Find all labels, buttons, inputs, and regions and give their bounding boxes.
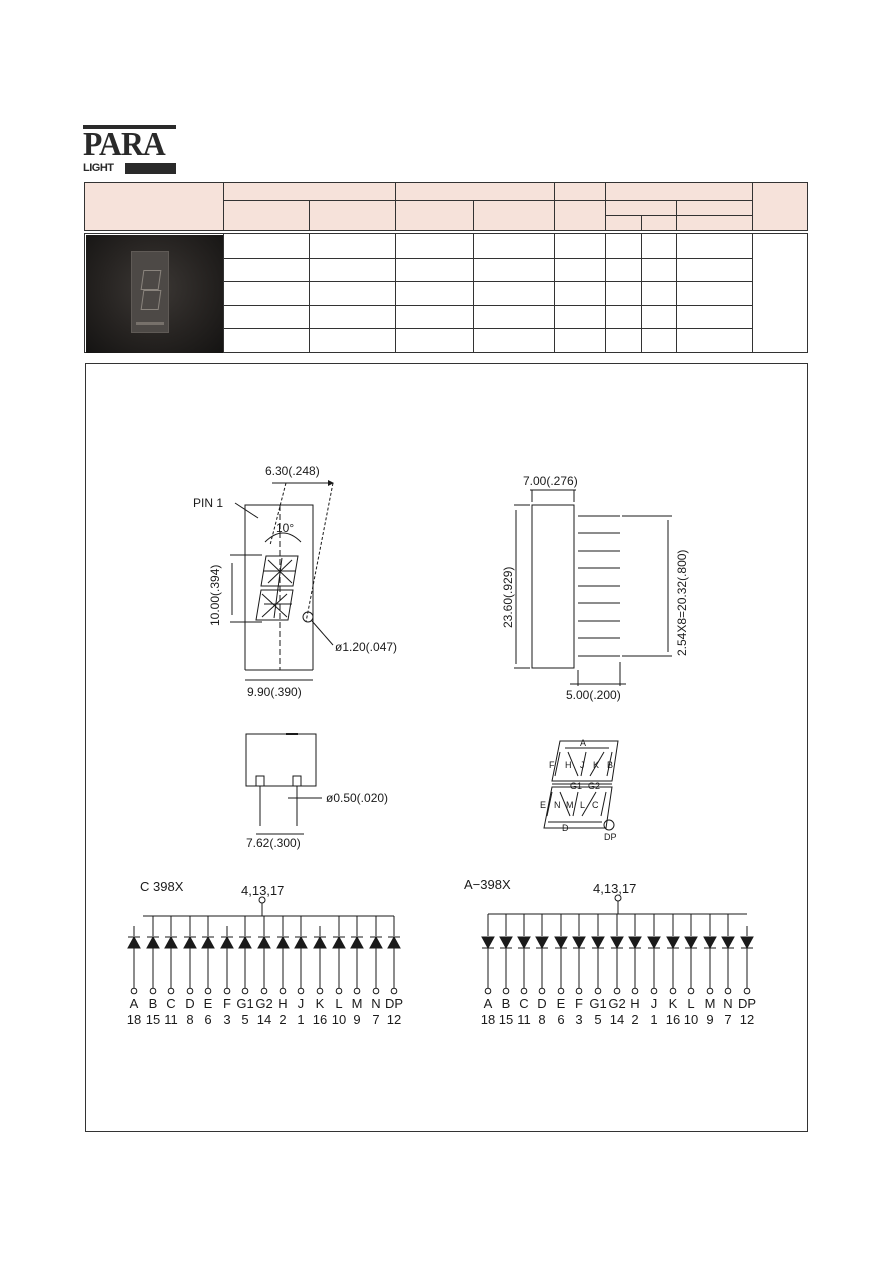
circuit_a-seg-label: F	[575, 996, 583, 1011]
circuit_c-seg-label: A	[129, 996, 139, 1011]
seg-b: B	[607, 760, 614, 770]
circuit_c-pin-label: 14	[256, 1012, 272, 1027]
angle-label: 10°	[276, 521, 295, 535]
circuit_c-pin-label: 18	[126, 1012, 142, 1027]
seg-l: L	[580, 800, 586, 810]
circuit_a-seg-label: G1	[589, 996, 607, 1011]
circuit_c-pin-label: 8	[186, 1012, 194, 1027]
circuit_a-seg-label: E	[556, 996, 566, 1011]
circuit_c-seg-label: E	[203, 996, 213, 1011]
dim-row-spacing: 7.62(.300)	[246, 836, 301, 850]
circuit_c-diode-f	[221, 937, 233, 994]
front-digit	[256, 556, 298, 620]
circuit_a-diode-e	[555, 937, 567, 994]
seg-k: K	[593, 760, 600, 770]
front-view	[230, 483, 333, 680]
circuit_a-seg-label: K	[668, 996, 678, 1011]
circuit_c-seg-label: M	[351, 996, 363, 1011]
circuit_c-seg-label: B	[148, 996, 158, 1011]
circuit-a-title: A−398X	[464, 877, 511, 892]
circuit_a-pin-label: 12	[739, 1012, 755, 1027]
circuit_a-seg-label: D	[537, 996, 547, 1011]
circuit_c-diode-j	[295, 937, 307, 994]
seg-g1: G1	[570, 781, 583, 791]
circuit_a-seg-label: N	[723, 996, 733, 1011]
circuit_a-diode-k	[667, 937, 679, 994]
circuit_a-seg-label: J	[650, 996, 658, 1011]
circuit_a-pin-label: 6	[557, 1012, 565, 1027]
seg-j: J	[580, 760, 585, 770]
circuit_c-diode-g1	[239, 937, 251, 994]
circuit_a-pin-label: 1	[650, 1012, 658, 1027]
pin1-label: PIN 1	[193, 496, 224, 510]
side-view	[514, 490, 672, 686]
dim-height-left: 10.00(.394)	[208, 564, 222, 626]
circuit_a-seg-label: A	[483, 996, 493, 1011]
circuit_a-pin-label: 2	[631, 1012, 639, 1027]
circuit_a-seg-label: L	[687, 996, 695, 1011]
circuit_c-diode-n	[370, 937, 382, 994]
circuit_c-diode-b	[147, 937, 159, 994]
dim-width-bottom: 9.90(.390)	[247, 685, 302, 699]
circuit_c-seg-label: C	[166, 996, 176, 1011]
dim-pin-length: 5.00(.200)	[566, 688, 621, 702]
circuit_a-seg-label: B	[501, 996, 511, 1011]
bottom-view	[246, 734, 322, 834]
circuit_c-diode-g2	[258, 937, 270, 994]
circuit_c-pin-label: 5	[241, 1012, 249, 1027]
circuit_a-seg-label: H	[630, 996, 640, 1011]
circuit_a-seg-label: M	[704, 996, 716, 1011]
circuit_c-pin-label: 9	[353, 1012, 361, 1027]
circuit_a-pin-label: 11	[517, 1012, 531, 1027]
circuit_a-diode-n	[722, 937, 734, 994]
seg-n: N	[554, 800, 561, 810]
circuit_c-pin-label: 2	[279, 1012, 287, 1027]
circuit_c-pin-label: 11	[164, 1012, 178, 1027]
circuit_a-pin-label: 14	[609, 1012, 625, 1027]
circuit_a-diode-m	[704, 937, 716, 994]
circuit_c-pin-label: 16	[312, 1012, 328, 1027]
circuit_a-pin-label: 8	[538, 1012, 546, 1027]
circuit_c-diode-a	[128, 937, 140, 994]
circuit_c-pin-label: 12	[386, 1012, 402, 1027]
circuit_c-diode-k	[314, 937, 326, 994]
circuit_a-diode-b	[500, 937, 512, 994]
circuit_a-pin-label: 5	[594, 1012, 602, 1027]
circuit_c-pin-label: 1	[297, 1012, 305, 1027]
circuit_c-seg-label: G2	[255, 996, 273, 1011]
circuit-a-common: 4,13,17	[593, 881, 637, 896]
circuit_c-diode-h	[277, 937, 289, 994]
circuit_c-pin-label: 6	[204, 1012, 212, 1027]
dim-side-width: 7.00(.276)	[523, 474, 578, 488]
circuit_c-diode-m	[351, 937, 363, 994]
circuit_c-diode-dp	[388, 937, 400, 994]
circuit_c-pin-label: 3	[223, 1012, 231, 1027]
seg-d: D	[562, 823, 569, 833]
seg-f: F	[549, 760, 555, 770]
circuit_a-pin-label: 10	[683, 1012, 699, 1027]
seg-dp: DP	[604, 832, 617, 842]
circuit_c-seg-label: F	[223, 996, 231, 1011]
circuit_a-pin-label: 9	[706, 1012, 714, 1027]
circuit_a-seg-label: DP	[737, 996, 757, 1011]
circuit_c-diode-e	[202, 937, 214, 994]
circuit_c-seg-label: H	[278, 996, 288, 1011]
circuit_a-diode-f	[573, 937, 585, 994]
circuit_c-seg-label: DP	[384, 996, 404, 1011]
circuit-common-anode	[488, 895, 747, 936]
circuit_c-seg-label: D	[185, 996, 195, 1011]
circuit_a-diode-dp	[741, 937, 753, 994]
seg-g2: G2	[588, 781, 601, 791]
logo-brand: PARA	[83, 126, 165, 163]
circuit_c-diode-c	[165, 937, 177, 994]
circuit-c-common: 4,13,17	[241, 883, 285, 898]
seg-h: H	[565, 760, 572, 770]
dim-dot-dia: ø1.20(.047)	[335, 640, 398, 654]
circuit_a-diode-a	[482, 937, 494, 994]
circuit_c-diode-l	[333, 937, 345, 994]
circuit_a-diode-j	[648, 937, 660, 994]
circuit_a-pin-label: 16	[665, 1012, 681, 1027]
seg-c: C	[592, 800, 599, 810]
circuit_c-diode-d	[184, 937, 196, 994]
circuit_c-pin-label: 15	[145, 1012, 161, 1027]
circuit_a-pin-label: 15	[498, 1012, 514, 1027]
circuit_a-pin-label: 3	[575, 1012, 583, 1027]
circuit_c-seg-label: G1	[236, 996, 254, 1011]
dim-pin-dia: ø0.50(.020)	[326, 791, 389, 805]
dim-pin-pitch: 2.54X8=20.32(.800)	[675, 549, 689, 656]
circuit_a-diode-g1	[592, 937, 604, 994]
circuit_c-pin-label: 7	[372, 1012, 380, 1027]
circuit_a-diode-g2	[611, 937, 623, 994]
circuit-c-title: C 398X	[140, 879, 184, 894]
circuit_c-seg-label: K	[315, 996, 325, 1011]
circuit_a-pin-label: 7	[724, 1012, 732, 1027]
circuit-common-cathode	[134, 897, 394, 936]
circuit_c-seg-label: J	[297, 996, 305, 1011]
seg-a: A	[580, 738, 587, 748]
circuit_a-diode-c	[518, 937, 530, 994]
circuit_a-diode-h	[629, 937, 641, 994]
dim-side-height: 23.60(.929)	[501, 566, 515, 628]
circuit_a-seg-label: C	[519, 996, 529, 1011]
circuit_c-seg-label: L	[335, 996, 343, 1011]
dim-width-top: 6.30(.248)	[265, 464, 320, 478]
circuit_a-diode-d	[536, 937, 548, 994]
circuit_a-diode-l	[685, 937, 697, 994]
logo-sub: LIGHT	[83, 162, 114, 174]
circuit_c-seg-label: N	[371, 996, 381, 1011]
circuit_c-pin-label: 10	[331, 1012, 347, 1027]
circuit_a-pin-label: 18	[480, 1012, 496, 1027]
circuit_a-seg-label: G2	[608, 996, 626, 1011]
seg-m: M	[566, 800, 574, 810]
seg-e: E	[540, 800, 547, 810]
